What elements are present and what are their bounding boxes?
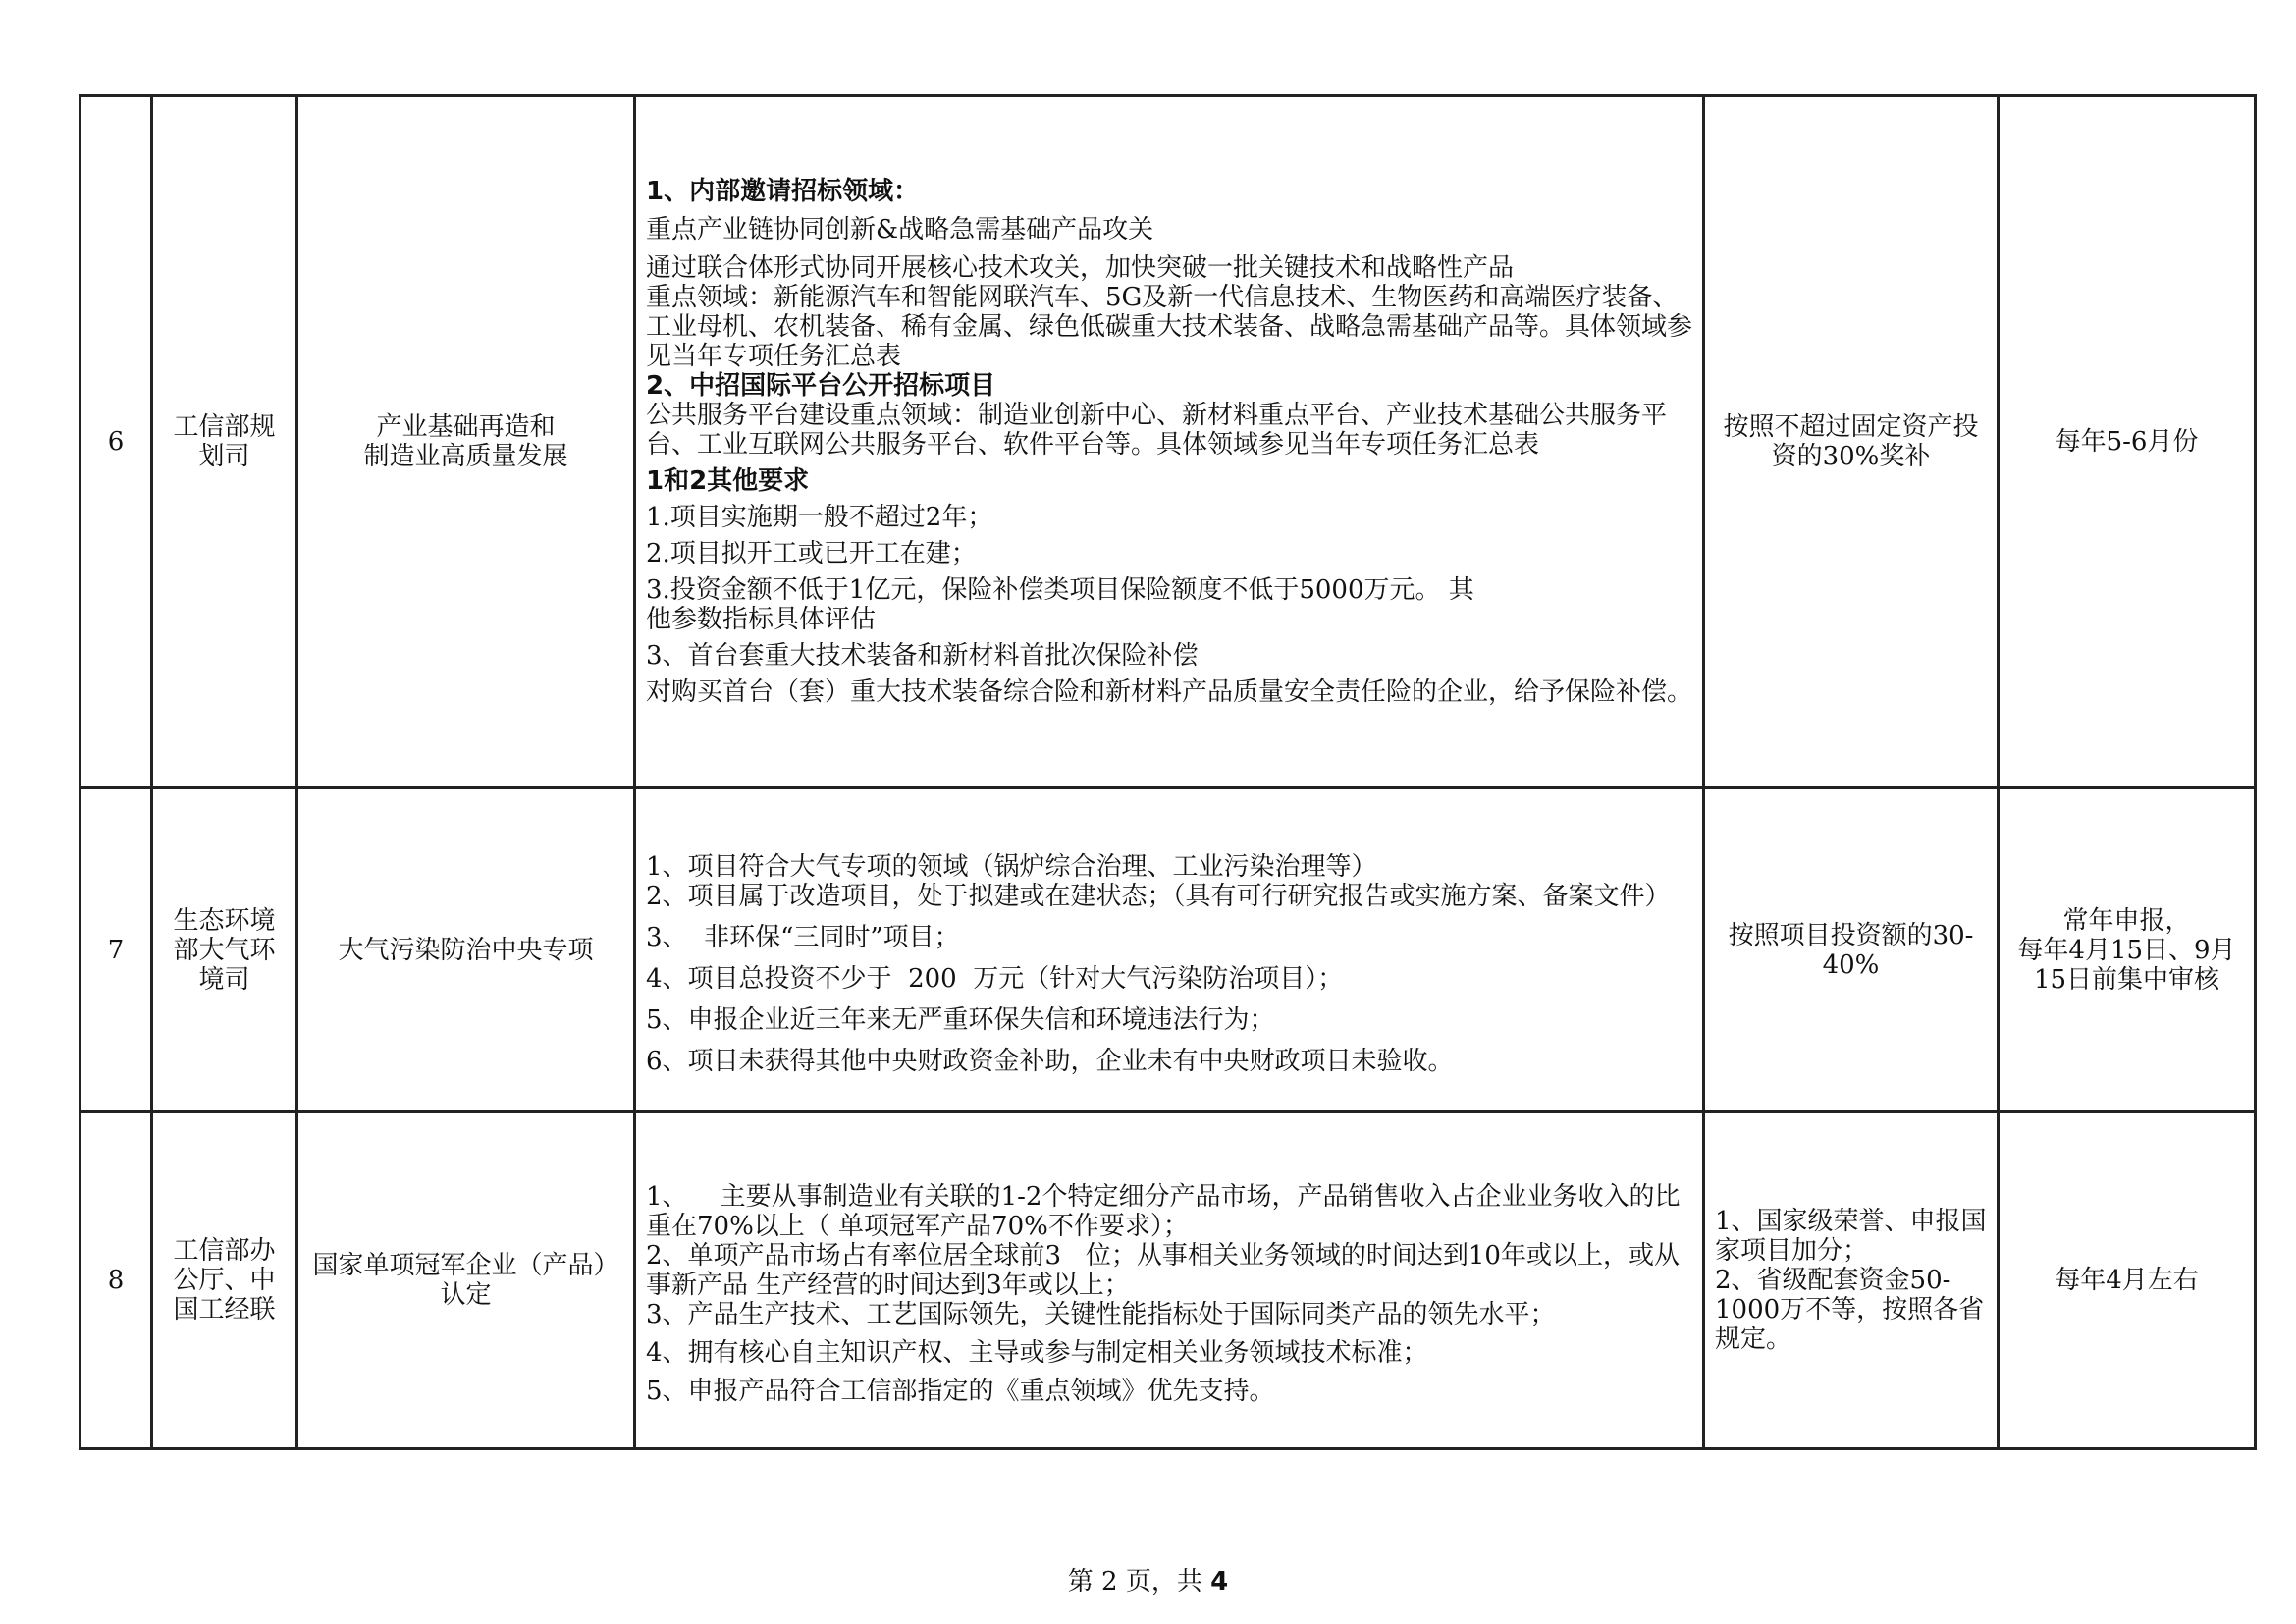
time-line: 每年4月15日、9月15日前集中审核 xyxy=(2017,935,2236,995)
support-cell xyxy=(1704,1112,1999,1449)
requirement-line: 3、 非环保“三同时”项目； xyxy=(646,922,960,952)
requirement-line: 4、项目总投资不少于 200 万元（针对大气污染防治项目）； xyxy=(646,963,1344,994)
section-heading: 3、首台套重大技术装备和新材料首批次保险补偿 xyxy=(646,641,1199,671)
page-footer xyxy=(0,1561,2296,1597)
time-line: 每年4月左右 xyxy=(2055,1266,2199,1295)
requirement-line: 5、申报企业近三年来无严重环保失信和环境违法行为； xyxy=(646,1004,1275,1035)
project-name-cell xyxy=(297,788,635,1112)
requirement-line: 重点产业链协同创新&战略急需基础产品攻关 xyxy=(646,215,1154,244)
project-name-line: 制造业高质量发展 xyxy=(363,442,568,471)
department-cell: 生态环境部大气环境司 xyxy=(152,788,297,1112)
time-line: 常年申报， xyxy=(2062,905,2191,936)
department-cell: 工信部规划司 xyxy=(152,96,297,788)
requirement-line: 1、项目符合大气专项的领域（锅炉综合治理、工业污染治理等） xyxy=(646,851,1377,882)
requirement-line: 2、项目属于改造项目，处于拟建或在建状态；（具有可行研究报告或实施方案、备案文件） xyxy=(646,881,1671,911)
table-row xyxy=(80,788,2256,1112)
time-line: 每年5-6月份 xyxy=(2055,427,2199,457)
requirement-line: 通过联合体形式协同开展核心技术攻关，加快突破一批关键技术和战略性产品 xyxy=(646,253,1515,283)
requirement-line: 1、 主要从事制造业有关联的1-2个特定细分产品市场，产品销售收入占企业业务收入的比重在70%以上（ 单项冠军产品70%不作要求）； xyxy=(646,1182,1681,1241)
requirement-line: 4、拥有核心自主知识产权、主导或参与制定相关业务领域技术标准； xyxy=(646,1338,1428,1368)
row-number: 7 xyxy=(80,788,152,1112)
requirements-cell xyxy=(635,788,1704,1112)
requirement-line: 3、产品生产技术、工艺国际领先，关键性能指标处于国际同类产品的领先水平； xyxy=(646,1300,1556,1329)
requirement-line: 2、单项产品市场占有率位居全球前3 位；从事相关业务领域的时间达到10年或以上，或从事新产品 生产经营的时间达到3年或以上； xyxy=(646,1241,1680,1300)
page-indicator-prefix: 第 2 页，共 xyxy=(1067,1567,1211,1597)
requirement-line: 6、项目未获得其他中央财政资金补助，企业未有中央财政项目未验收。 xyxy=(646,1046,1454,1076)
table-row xyxy=(80,96,2256,788)
requirement-line: 对购买首台（套）重大技术装备综合险和新材料产品质量安全责任险的企业，给予保险补偿。 xyxy=(646,677,1693,707)
project-name-cell xyxy=(297,96,635,788)
time-cell xyxy=(1999,96,2256,788)
table-row xyxy=(80,1112,2256,1449)
requirement-line: 公共服务平台建设重点领域：制造业创新中心、新材料重点平台、产业技术基础公共服务平台、工业互联网公共服务平台、软件平台等。具体领域参见当年专项任务汇总表 xyxy=(646,401,1668,460)
row-number: 8 xyxy=(80,1112,152,1449)
time-cell xyxy=(1999,1112,2256,1449)
requirement-line: 1.项目实施期一般不超过2年； xyxy=(646,503,993,532)
requirement-line: 2.项目拟开工或已开工在建； xyxy=(646,539,977,568)
requirement-line: 他参数指标具体评估 xyxy=(646,605,877,634)
requirement-line: 重点领域：新能源汽车和智能网联汽车、5G及新一代信息技术、生物医药和高端医疗装备、工业母机、农机装备、稀有金属、绿色低碳重大技术装备、战略急需基础产品等。具体领域参见当年专项任务汇总表 xyxy=(646,283,1693,371)
support-cell: 按照不超过固定资产投资的30%奖补 xyxy=(1704,96,1999,788)
department-cell: 工信部办公厅、中国工经联 xyxy=(152,1112,297,1449)
time-cell xyxy=(1999,788,2256,1112)
section-heading: 1和2其他要求 xyxy=(646,466,810,496)
project-name-line: 产业基础再造和 xyxy=(376,412,556,442)
project-name-line: 国家单项冠军企业（产品）认定 xyxy=(312,1251,619,1310)
row-number: 6 xyxy=(80,96,152,788)
requirements-cell xyxy=(635,96,1704,788)
section-heading: 2、中招国际平台公开招标项目 xyxy=(646,371,996,401)
support-line: 2、省级配套资金50-1000万不等，按照各省规定。 xyxy=(1715,1266,1985,1354)
requirements-cell xyxy=(635,1112,1704,1449)
policy-table xyxy=(79,94,2257,1450)
requirement-line: 3.投资金额不低于1亿元，保险补偿类项目保险额度不低于5000万元。 其 xyxy=(646,575,1474,605)
project-name-cell xyxy=(297,1112,635,1449)
support-cell: 按照项目投资额的30-40% xyxy=(1704,788,1999,1112)
support-line: 1、国家级荣誉、申报国家项目加分； xyxy=(1715,1207,1987,1266)
section-heading: 1、内部邀请招标领域： xyxy=(646,177,920,206)
page-total: 4 xyxy=(1210,1567,1229,1597)
requirement-line: 5、申报产品符合工信部指定的《重点领域》优先支持。 xyxy=(646,1377,1275,1406)
project-name-line: 大气污染防治中央专项 xyxy=(338,935,594,965)
